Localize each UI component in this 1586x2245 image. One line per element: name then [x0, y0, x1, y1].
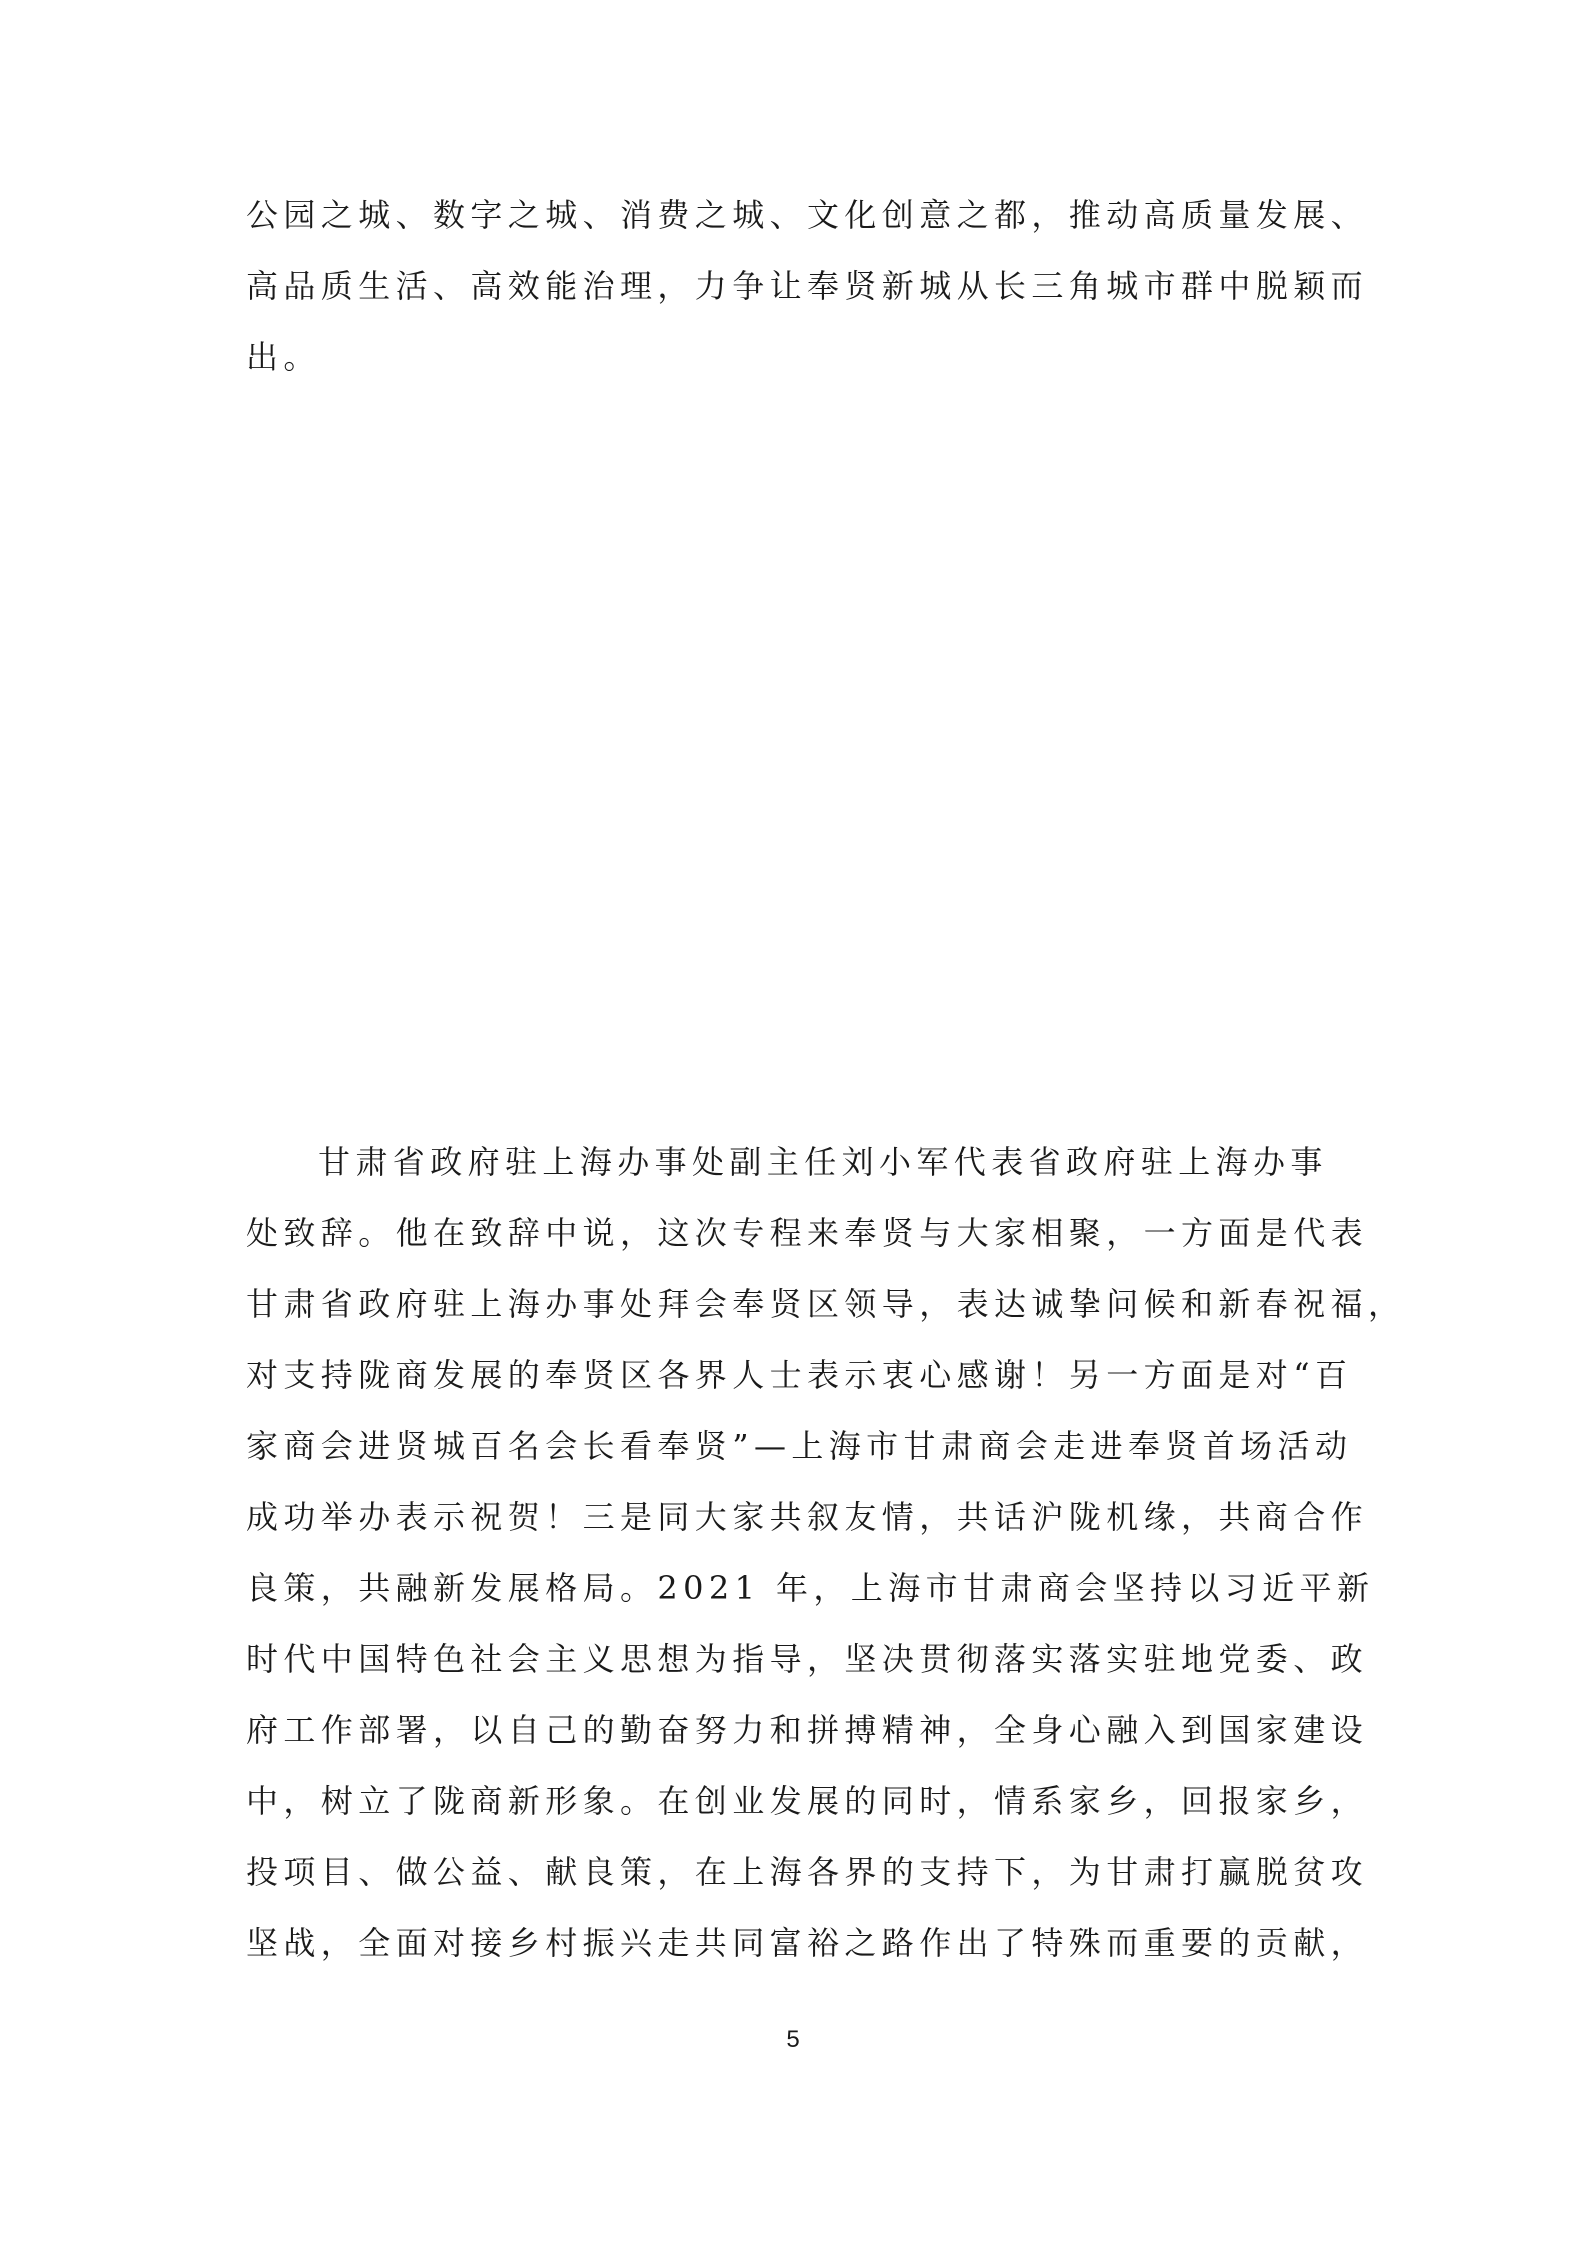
paragraph-main-line-7: 良策，共融新发展格局。2021 年，上海市甘肃商会坚持以习近平新: [246, 1569, 1375, 1607]
paragraph-main-line-6: 成功举办表示祝贺！三是同大家共叙友情，共话沪陇机缘，共商合作: [246, 1498, 1369, 1536]
paragraph-top-line-1: 公园之城、数字之城、消费之城、文化创意之都，推动高质量发展、: [246, 196, 1369, 234]
paragraph-top-line-2: 高品质生活、高效能治理，力争让奉贤新城从长三角城市群中脱颖而: [246, 267, 1369, 305]
page-number: 5: [786, 2026, 800, 2053]
paragraph-main-line-9: 府工作部署，以自己的勤奋努力和拼搏精神，全身心融入到国家建设: [246, 1711, 1369, 1749]
paragraph-main-line-1: 甘肃省政府驻上海办事处副主任刘小军代表省政府驻上海办事: [318, 1143, 1328, 1181]
paragraph-main-line-2: 处致辞。他在致辞中说，这次专程来奉贤与大家相聚，一方面是代表: [246, 1214, 1369, 1252]
paragraph-main-line-5: 家商会进贤城百名会长看奉贤”—上海市甘肃商会走进奉贤首场活动: [246, 1427, 1353, 1465]
paragraph-main-line-12: 坚战，全面对接乡村振兴走共同富裕之路作出了特殊而重要的贡献，: [246, 1924, 1369, 1962]
paragraph-main-line-8: 时代中国特色社会主义思想为指导，坚决贯彻落实落实驻地党委、政: [246, 1640, 1369, 1678]
paragraph-main-line-10: 中，树立了陇商新形象。在创业发展的同时，情系家乡，回报家乡，: [246, 1782, 1369, 1820]
paragraph-main-line-3: 甘肃省政府驻上海办事处拜会奉贤区领导，表达诚挚问候和新春祝福，: [246, 1285, 1406, 1323]
paragraph-main-line-4: 对支持陇商发展的奉贤区各界人士表示衷心感谢！另一方面是对“百: [246, 1356, 1353, 1394]
paragraph-top-line-3: 出。: [246, 338, 321, 376]
paragraph-main-line-11: 投项目、做公益、献良策，在上海各界的支持下，为甘肃打赢脱贫攻: [246, 1853, 1369, 1891]
